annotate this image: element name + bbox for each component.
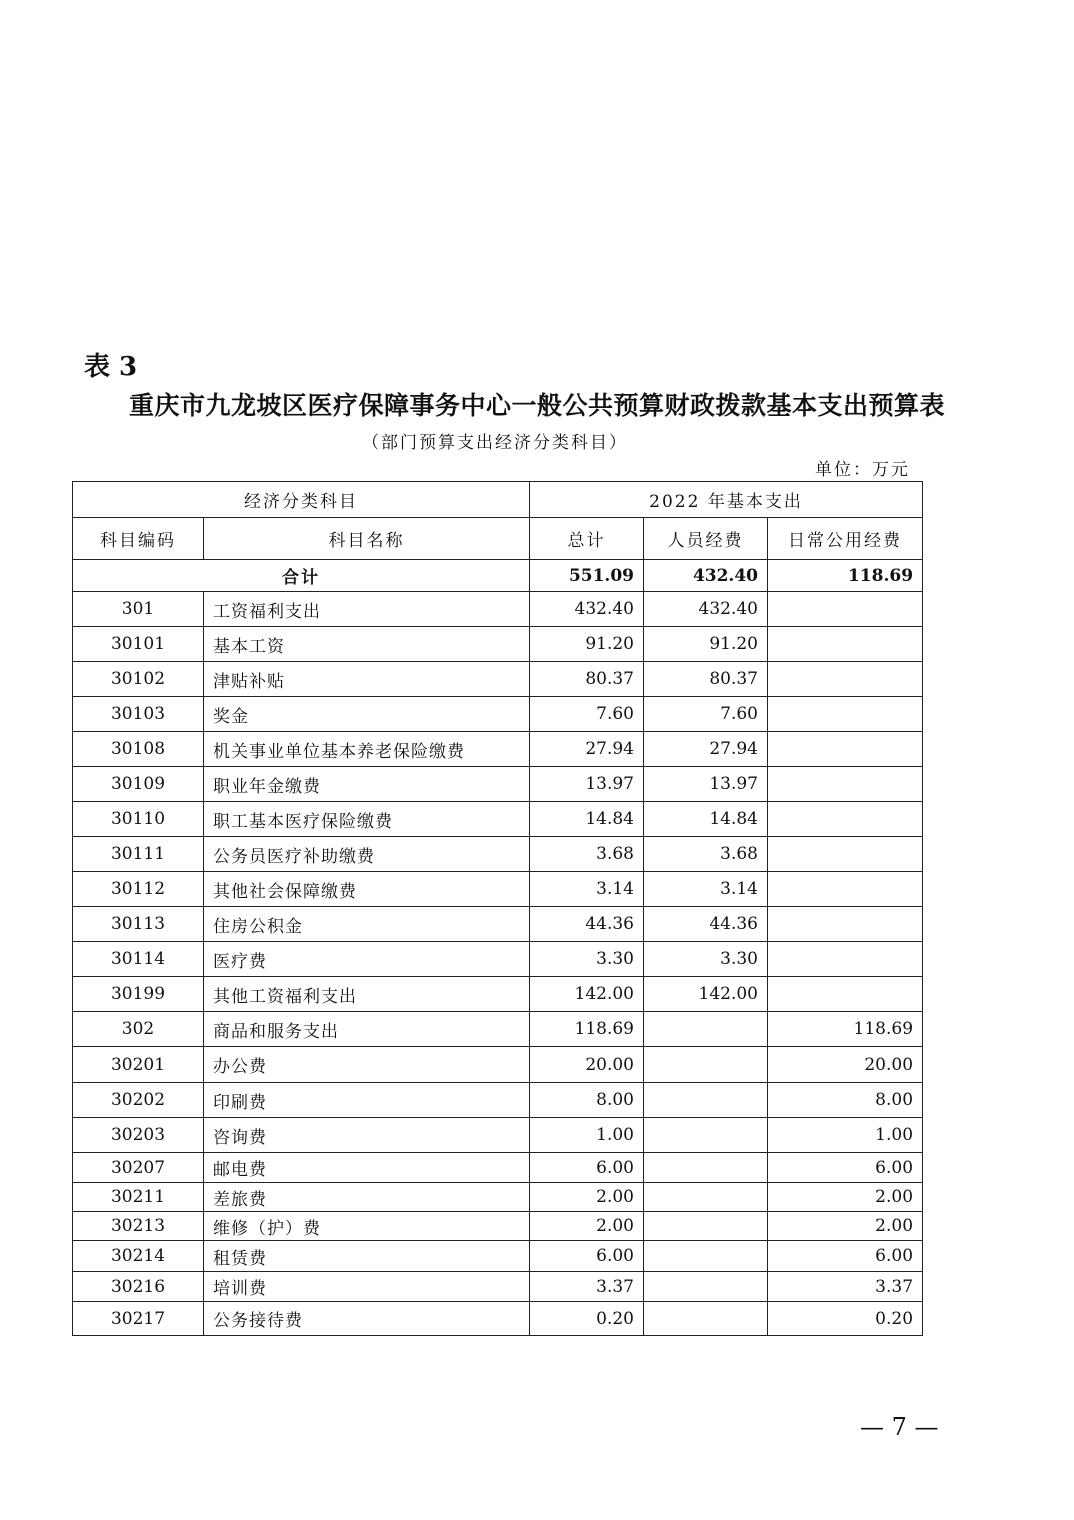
row-total: 91.20 [530,627,644,662]
row-name: 邮电费 [204,1153,530,1183]
column-header-row [73,518,923,560]
row-code: 30201 [73,1047,204,1083]
row-name: 租赁费 [204,1241,530,1272]
row-personnel [644,1083,768,1118]
row-name: 咨询费 [204,1118,530,1153]
row-personnel: 14.84 [644,802,768,837]
row-code: 30101 [73,627,204,662]
row-total: 2.00 [530,1183,644,1212]
row-personnel [644,1047,768,1083]
row-public: 1.00 [768,1118,923,1153]
table-number: 表 3 [84,352,138,382]
total-public-value: 118.69 [768,560,923,592]
row-public: 20.00 [768,1047,923,1083]
document-subtitle: （部门预算支出经济分类科目） [362,433,628,453]
row-code: 30114 [73,942,204,977]
row-code: 301 [73,592,204,627]
column-header-total: 总计 [530,518,644,560]
row-total: 44.36 [530,907,644,942]
row-public: 118.69 [768,1012,923,1047]
row-code: 30199 [73,977,204,1012]
row-public [768,907,923,942]
row-public: 6.00 [768,1241,923,1272]
row-code: 30112 [73,872,204,907]
row-code: 30216 [73,1272,204,1302]
row-public [768,872,923,907]
row-code: 30109 [73,767,204,802]
row-name: 差旅费 [204,1183,530,1212]
table-row [73,837,923,872]
table-row [73,907,923,942]
row-code: 30110 [73,802,204,837]
row-personnel [644,1302,768,1336]
row-total: 27.94 [530,732,644,767]
row-total: 0.20 [530,1302,644,1336]
column-header-name: 科目名称 [204,518,530,560]
row-public [768,732,923,767]
row-total: 3.30 [530,942,644,977]
row-personnel [644,1212,768,1241]
page-number: — 7 — [860,1413,939,1441]
row-name: 职业年金缴费 [204,767,530,802]
row-personnel [644,1118,768,1153]
row-name: 职工基本医疗保险缴费 [204,802,530,837]
row-public [768,767,923,802]
row-total: 8.00 [530,1083,644,1118]
row-name: 其他社会保障缴费 [204,872,530,907]
row-name: 印刷费 [204,1083,530,1118]
row-public [768,592,923,627]
row-personnel: 3.14 [644,872,768,907]
total-personnel-value: 432.40 [644,560,768,592]
table-row [73,1183,923,1212]
row-total: 14.84 [530,802,644,837]
row-total: 3.68 [530,837,644,872]
row-personnel: 27.94 [644,732,768,767]
table-row [73,1083,923,1118]
table-row [73,732,923,767]
row-code: 30111 [73,837,204,872]
row-total: 80.37 [530,662,644,697]
row-total: 3.14 [530,872,644,907]
budget-table [72,481,923,1336]
row-public: 0.20 [768,1302,923,1336]
row-name: 维修（护）费 [204,1212,530,1241]
row-name: 公务接待费 [204,1302,530,1336]
table-row [73,872,923,907]
row-personnel: 3.68 [644,837,768,872]
row-personnel: 7.60 [644,697,768,732]
row-code: 30103 [73,697,204,732]
table-row [73,1302,923,1336]
group-header-row [73,482,923,518]
row-name: 住房公积金 [204,907,530,942]
row-name: 奖金 [204,697,530,732]
row-personnel: 142.00 [644,977,768,1012]
row-name: 办公费 [204,1047,530,1083]
row-public: 2.00 [768,1183,923,1212]
row-code: 30217 [73,1302,204,1336]
row-code: 30102 [73,662,204,697]
table-row [73,1212,923,1241]
row-public: 3.37 [768,1272,923,1302]
row-code: 30213 [73,1212,204,1241]
column-header-public: 日常公用经费 [768,518,923,560]
row-name: 公务员医疗补助缴费 [204,837,530,872]
row-name: 医疗费 [204,942,530,977]
row-name: 其他工资福利支出 [204,977,530,1012]
row-personnel [644,1272,768,1302]
row-total: 6.00 [530,1241,644,1272]
row-total: 3.37 [530,1272,644,1302]
row-code: 30203 [73,1118,204,1153]
row-code: 30108 [73,732,204,767]
row-total: 6.00 [530,1153,644,1183]
row-name: 工资福利支出 [204,592,530,627]
row-name: 商品和服务支出 [204,1012,530,1047]
row-code: 30207 [73,1153,204,1183]
group-header-basic-expenditure: 2022 年基本支出 [530,482,923,518]
row-total: 20.00 [530,1047,644,1083]
row-public: 8.00 [768,1083,923,1118]
row-name: 培训费 [204,1272,530,1302]
row-name: 基本工资 [204,627,530,662]
document-title: 重庆市九龙坡区医疗保障事务中心一般公共预算财政拨款基本支出预算表 [128,391,945,420]
row-personnel [644,1183,768,1212]
row-code: 302 [73,1012,204,1047]
row-code: 30214 [73,1241,204,1272]
row-personnel: 432.40 [644,592,768,627]
table-row [73,592,923,627]
table-row [73,662,923,697]
row-total: 2.00 [530,1212,644,1241]
row-total: 7.60 [530,697,644,732]
row-personnel: 13.97 [644,767,768,802]
row-name: 津贴补贴 [204,662,530,697]
column-header-code: 科目编码 [73,518,204,560]
row-public [768,697,923,732]
row-personnel: 44.36 [644,907,768,942]
row-public: 6.00 [768,1153,923,1183]
row-total: 142.00 [530,977,644,1012]
table-row [73,942,923,977]
row-total: 13.97 [530,767,644,802]
row-code: 30211 [73,1183,204,1212]
unit-label: 单位：万元 [815,460,910,480]
row-public [768,662,923,697]
row-personnel: 91.20 [644,627,768,662]
row-personnel [644,1241,768,1272]
row-public: 2.00 [768,1212,923,1241]
row-public [768,802,923,837]
table-row [73,1012,923,1047]
total-label: 合计 [73,560,530,592]
row-personnel: 3.30 [644,942,768,977]
total-value: 551.09 [530,560,644,592]
total-row [73,560,923,592]
row-public [768,627,923,662]
group-header-economic-classification: 经济分类科目 [73,482,530,518]
table-row [73,1118,923,1153]
row-name: 机关事业单位基本养老保险缴费 [204,732,530,767]
table-row [73,697,923,732]
row-public [768,977,923,1012]
table-row [73,1241,923,1272]
table-row [73,1047,923,1083]
row-total: 1.00 [530,1118,644,1153]
table-row [73,767,923,802]
row-personnel [644,1012,768,1047]
row-code: 30113 [73,907,204,942]
row-personnel: 80.37 [644,662,768,697]
row-total: 432.40 [530,592,644,627]
row-code: 30202 [73,1083,204,1118]
row-total: 118.69 [530,1012,644,1047]
table-row [73,627,923,662]
column-header-personnel: 人员经费 [644,518,768,560]
table-row [73,977,923,1012]
table-row [73,802,923,837]
row-personnel [644,1153,768,1183]
table-row [73,1153,923,1183]
row-public [768,942,923,977]
row-public [768,837,923,872]
table-row [73,1272,923,1302]
